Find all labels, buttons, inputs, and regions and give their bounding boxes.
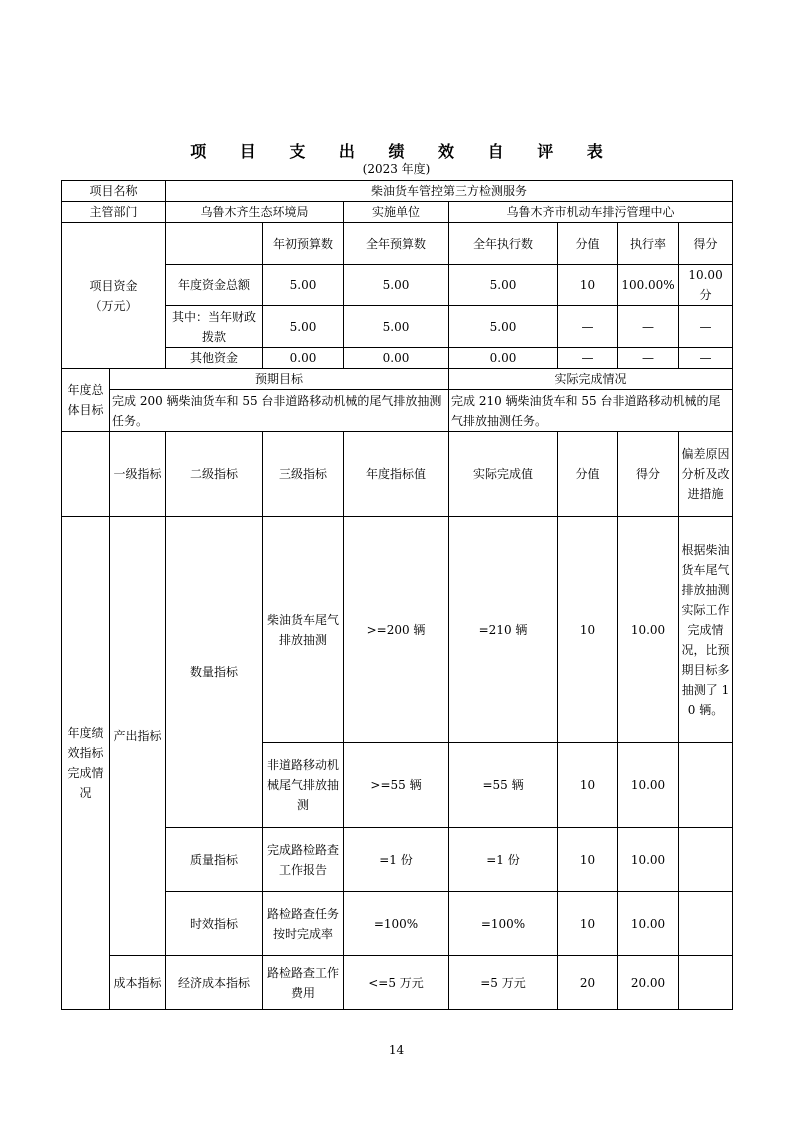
actual-goal-label: 实际完成情况 <box>449 369 733 390</box>
score-max: 10 <box>558 828 618 892</box>
actual-value: =5 万元 <box>449 956 558 1010</box>
goals-header-row <box>62 369 733 390</box>
indicator-header: 分值 <box>558 432 618 517</box>
funds-header: 全年执行数 <box>449 223 558 265</box>
level2-quantity: 数量指标 <box>166 517 263 828</box>
funds-cell: 5.00 <box>449 265 558 306</box>
expected-goal-label: 预期目标 <box>110 369 449 390</box>
level2-economic: 经济成本指标 <box>166 956 263 1010</box>
target-value: =100% <box>344 892 449 956</box>
funds-cell: — <box>618 306 679 348</box>
indicator-header: 实际完成值 <box>449 432 558 517</box>
indicator-header-blank <box>62 432 110 517</box>
department-value: 乌鲁木齐生态环境局 <box>166 202 344 223</box>
level3-indicator: 路检路查工作费用 <box>263 956 344 1010</box>
funds-cell: 5.00 <box>449 306 558 348</box>
project-name-row <box>62 181 733 202</box>
funds-cell: 0.00 <box>263 348 344 369</box>
score-max: 10 <box>558 892 618 956</box>
funds-cell: 100.00% <box>618 265 679 306</box>
funds-cell: — <box>679 348 733 369</box>
target-value: <=5 万元 <box>344 956 449 1010</box>
project-name-value: 柴油货车管控第三方检测服务 <box>166 181 733 202</box>
level2-timeliness: 时效指标 <box>166 892 263 956</box>
funds-header-row <box>62 223 733 265</box>
funds-row-label: 其他资金 <box>166 348 263 369</box>
project-name-label: 项目名称 <box>62 181 166 202</box>
score: 10.00 <box>618 743 679 828</box>
target-value: =1 份 <box>344 828 449 892</box>
funds-row-label: 其中：当年财政拨款 <box>166 306 263 348</box>
level2-quality: 质量指标 <box>166 828 263 892</box>
goals-label: 年度总体目标 <box>62 369 110 432</box>
funds-cell: 5.00 <box>263 306 344 348</box>
funds-cell: 10 <box>558 265 618 306</box>
actual-value: =55 辆 <box>449 743 558 828</box>
score: 10.00 <box>618 517 679 743</box>
actual-value: =210 辆 <box>449 517 558 743</box>
level1-cost: 成本指标 <box>110 956 166 1010</box>
indicator-header: 得分 <box>618 432 679 517</box>
indicator-header: 偏差原因分析及改进措施 <box>679 432 733 517</box>
deviation-note <box>679 956 733 1010</box>
indicator-row <box>62 956 733 1010</box>
performance-table <box>61 180 733 1010</box>
level3-indicator: 柴油货车尾气排放抽测 <box>263 517 344 743</box>
funds-cell: — <box>679 306 733 348</box>
score-max: 10 <box>558 743 618 828</box>
funds-cell: 0.00 <box>344 348 449 369</box>
funds-header-blank <box>166 223 263 265</box>
indicator-header: 年度指标值 <box>344 432 449 517</box>
indicator-header-row <box>62 432 733 517</box>
funds-cell: 0.00 <box>449 348 558 369</box>
funds-cell: — <box>618 348 679 369</box>
level1-output: 产出指标 <box>110 517 166 956</box>
score: 10.00 <box>618 892 679 956</box>
actual-goal-text: 完成 210 辆柴油货车和 55 台非道路移动机械的尾气排放抽测任务。 <box>449 390 733 432</box>
funds-header: 全年预算数 <box>344 223 449 265</box>
deviation-note <box>679 743 733 828</box>
funds-cell: 5.00 <box>344 265 449 306</box>
funds-header: 执行率 <box>618 223 679 265</box>
indicators-section-label: 年度绩效指标完成情况 <box>62 517 110 1010</box>
funds-cell: 5.00 <box>344 306 449 348</box>
level3-indicator: 路检路查任务按时完成率 <box>263 892 344 956</box>
goals-text-row <box>62 390 733 432</box>
score: 10.00 <box>618 828 679 892</box>
actual-value: =100% <box>449 892 558 956</box>
level3-indicator: 非道路移动机械尾气排放抽测 <box>263 743 344 828</box>
page-subtitle: (2023 年度) <box>362 162 431 176</box>
indicator-header: 三级指标 <box>263 432 344 517</box>
score: 20.00 <box>618 956 679 1010</box>
deviation-note: 根据柴油货车尾气排放抽测实际工作完成情况，比预期目标多抽测了 10 辆。 <box>679 517 733 743</box>
unit-label: 实施单位 <box>344 202 449 223</box>
level3-indicator: 完成路检路查工作报告 <box>263 828 344 892</box>
indicator-header: 一级指标 <box>110 432 166 517</box>
expected-goal-text: 完成 200 辆柴油货车和 55 台非道路移动机械的尾气排放抽测任务。 <box>110 390 449 432</box>
funds-cell: 10.00 分 <box>679 265 733 306</box>
department-label: 主管部门 <box>62 202 166 223</box>
target-value: >=200 辆 <box>344 517 449 743</box>
score-max: 20 <box>558 956 618 1010</box>
page-title: 项 目 支 出 绩 效 自 评 表 <box>190 142 617 161</box>
funds-header: 年初预算数 <box>263 223 344 265</box>
score-max: 10 <box>558 517 618 743</box>
actual-value: =1 份 <box>449 828 558 892</box>
unit-value: 乌鲁木齐市机动车排污管理中心 <box>449 202 733 223</box>
indicator-header: 二级指标 <box>166 432 263 517</box>
target-value: >=55 辆 <box>344 743 449 828</box>
department-row <box>62 202 733 223</box>
funds-label: 项目资金 （万元） <box>62 223 166 369</box>
funds-header: 得分 <box>679 223 733 265</box>
funds-header: 分值 <box>558 223 618 265</box>
indicator-row <box>62 517 733 743</box>
funds-cell: — <box>558 306 618 348</box>
deviation-note <box>679 828 733 892</box>
deviation-note <box>679 892 733 956</box>
funds-cell: 5.00 <box>263 265 344 306</box>
funds-cell: — <box>558 348 618 369</box>
page-number: 14 <box>388 1043 405 1057</box>
funds-row-label: 年度资金总额 <box>166 265 263 306</box>
